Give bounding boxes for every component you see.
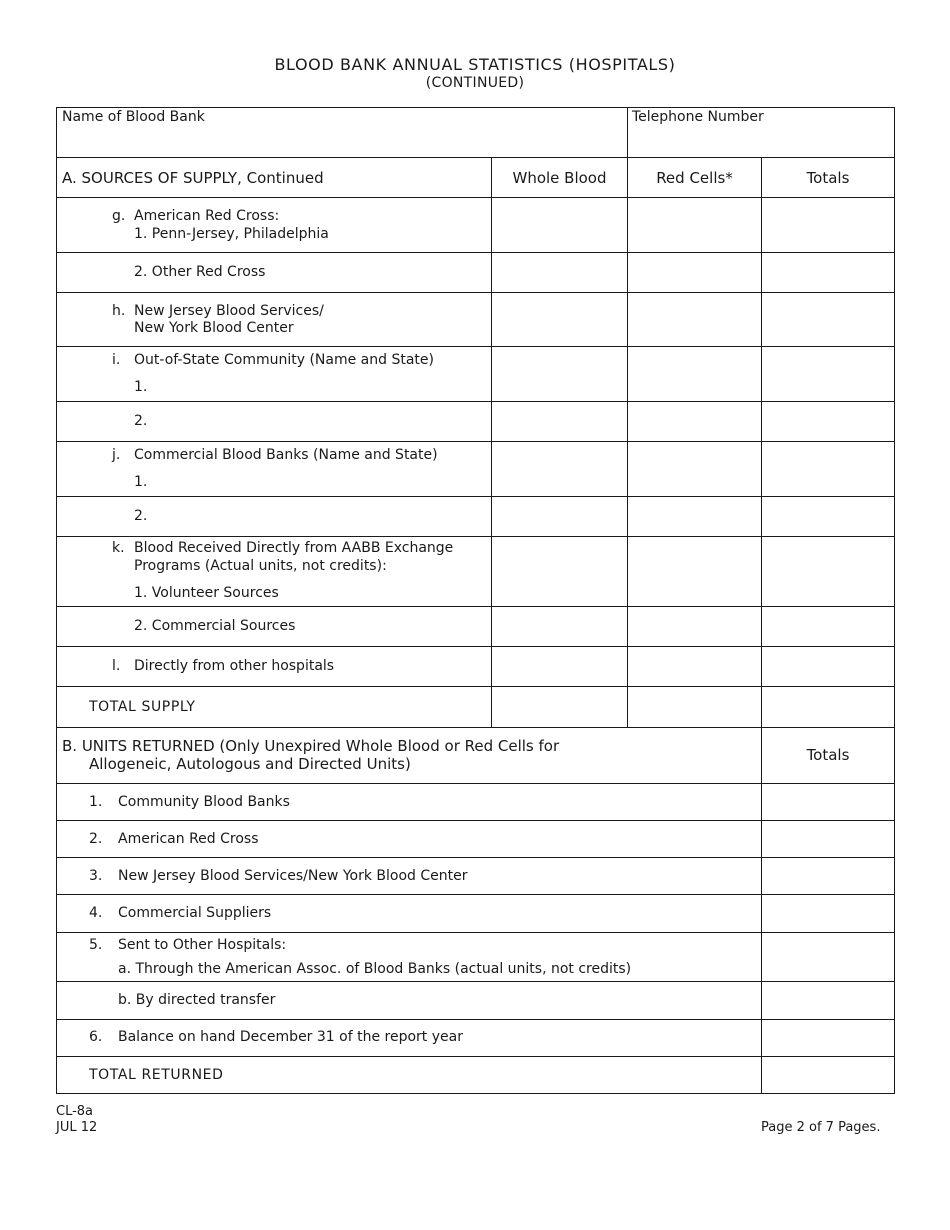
page-number: Page 2 of 7 Pages. <box>761 1120 881 1135</box>
row-g2-whole-blood-input[interactable] <box>491 252 628 293</box>
name-of-blood-bank-label: Name of Blood Bank <box>62 109 205 125</box>
row-i1-red-cells-input[interactable] <box>627 346 762 402</box>
total-returned-totals-input[interactable] <box>761 1056 895 1094</box>
row-i1-whole-blood-input[interactable] <box>491 346 628 402</box>
row-g1-label: 1. Penn-Jersey, Philadelphia <box>134 226 329 242</box>
row-b3-num: 3. <box>89 868 103 884</box>
row-k-marker: k. <box>112 540 125 556</box>
total-supply-red-cells-input[interactable] <box>627 686 762 728</box>
row-k1-whole-blood-input[interactable] <box>491 536 628 607</box>
row-j1-whole-blood-input[interactable] <box>491 441 628 497</box>
total-returned-label: TOTAL RETURNED <box>89 1067 224 1083</box>
row-b5-label: Sent to Other Hospitals: <box>118 937 287 953</box>
row-j1-totals-input[interactable] <box>761 441 895 497</box>
row-b3-label: New Jersey Blood Services/New York Blood Center <box>118 868 468 884</box>
row-b6-label: Balance on hand December 31 of the report year <box>118 1029 463 1045</box>
row-i2-red-cells-input[interactable] <box>627 401 762 442</box>
row-j-label: Commercial Blood Banks (Name and State) <box>134 447 438 463</box>
row-i2-whole-blood-input[interactable] <box>491 401 628 442</box>
row-h-whole-blood-input[interactable] <box>491 292 628 347</box>
row-j1-red-cells-input[interactable] <box>627 441 762 497</box>
total-supply-label: TOTAL SUPPLY <box>89 699 196 715</box>
row-k2-whole-blood-input[interactable] <box>491 606 628 647</box>
row-b6-totals-input[interactable] <box>761 1019 895 1057</box>
row-g2-totals-input[interactable] <box>761 252 895 293</box>
row-b5-num: 5. <box>89 937 103 953</box>
row-j2-red-cells-input[interactable] <box>627 496 762 537</box>
section-a-title: A. SOURCES OF SUPPLY, Continued <box>62 169 324 187</box>
row-h-red-cells-input[interactable] <box>627 292 762 347</box>
row-i-marker: i. <box>112 352 121 368</box>
row-b4-num: 4. <box>89 905 103 921</box>
row-i1-totals-input[interactable] <box>761 346 895 402</box>
row-h-line2: New York Blood Center <box>134 320 294 336</box>
row-b5a-label: a. Through the American Assoc. of Blood Banks (actual units, not credits) <box>118 961 632 977</box>
row-j2-label: 2. <box>134 508 148 524</box>
row-b2-totals-input[interactable] <box>761 820 895 858</box>
row-b1-totals-input[interactable] <box>761 783 895 821</box>
row-g2-red-cells-input[interactable] <box>627 252 762 293</box>
row-i2-totals-input[interactable] <box>761 401 895 442</box>
row-k1-red-cells-input[interactable] <box>627 536 762 607</box>
row-k2-red-cells-input[interactable] <box>627 606 762 647</box>
row-i2-label-cell <box>56 401 492 442</box>
row-b5b-label: b. By directed transfer <box>118 992 276 1008</box>
row-b1-num: 1. <box>89 794 103 810</box>
row-g1-whole-blood-input[interactable] <box>491 197 628 253</box>
total-supply-whole-blood-input[interactable] <box>491 686 628 728</box>
row-g2-label: 2. Other Red Cross <box>134 264 266 280</box>
row-l-whole-blood-input[interactable] <box>491 646 628 687</box>
row-l-marker: l. <box>112 658 121 674</box>
column-label-totals: Totals <box>806 169 850 187</box>
column-label-whole-blood: Whole Blood <box>512 169 607 187</box>
row-b2-num: 2. <box>89 831 103 847</box>
row-i1-label: 1. <box>134 379 148 395</box>
row-k1-totals-input[interactable] <box>761 536 895 607</box>
row-b2-label: American Red Cross <box>118 831 259 847</box>
row-b5b-totals-input[interactable] <box>761 981 895 1020</box>
row-k2-totals-input[interactable] <box>761 606 895 647</box>
row-j2-whole-blood-input[interactable] <box>491 496 628 537</box>
row-g2-label-cell <box>56 252 492 293</box>
row-j2-totals-input[interactable] <box>761 496 895 537</box>
row-b6-num: 6. <box>89 1029 103 1045</box>
row-g1-red-cells-input[interactable] <box>627 197 762 253</box>
section-b-title-line2: Allogeneic, Autologous and Directed Units) <box>89 755 411 773</box>
row-b4-totals-input[interactable] <box>761 894 895 933</box>
section-b-totals-label: Totals <box>806 746 850 764</box>
form-id: CL-8a <box>56 1104 94 1119</box>
row-l-totals-input[interactable] <box>761 646 895 687</box>
row-i-label: Out-of-State Community (Name and State) <box>134 352 434 368</box>
page-subtitle: (CONTINUED) <box>425 75 525 91</box>
page-title: BLOOD BANK ANNUAL STATISTICS (HOSPITALS) <box>274 55 676 74</box>
form-date: JUL 12 <box>56 1120 98 1135</box>
row-j-marker: j. <box>112 447 121 463</box>
row-b4-label: Commercial Suppliers <box>118 905 272 921</box>
row-l-red-cells-input[interactable] <box>627 646 762 687</box>
row-h-line1: New Jersey Blood Services/ <box>134 303 324 319</box>
row-b3-totals-input[interactable] <box>761 857 895 895</box>
row-h-totals-input[interactable] <box>761 292 895 347</box>
row-g1-totals-input[interactable] <box>761 197 895 253</box>
row-k-line1: Blood Received Directly from AABB Exchange <box>134 540 454 556</box>
row-b5a-totals-input[interactable] <box>761 932 895 982</box>
section-b-title-line1: B. UNITS RETURNED (Only Unexpired Whole Blood or Red Cells for <box>62 737 560 755</box>
row-g-label: American Red Cross: <box>134 208 280 224</box>
column-label-red-cells: Red Cells* <box>656 169 733 187</box>
row-j1-label: 1. <box>134 474 148 490</box>
total-supply-totals-input[interactable] <box>761 686 895 728</box>
row-b1-label: Community Blood Banks <box>118 794 290 810</box>
row-i2-label: 2. <box>134 413 148 429</box>
row-k2-label: 2. Commercial Sources <box>134 618 296 634</box>
row-g-marker: g. <box>112 208 126 224</box>
row-j2-label-cell <box>56 496 492 537</box>
row-k1-label: 1. Volunteer Sources <box>134 585 279 601</box>
telephone-number-label: Telephone Number <box>632 109 764 125</box>
row-h-marker: h. <box>112 303 126 319</box>
row-l-label: Directly from other hospitals <box>134 658 335 674</box>
row-k-line2: Programs (Actual units, not credits): <box>134 558 387 574</box>
